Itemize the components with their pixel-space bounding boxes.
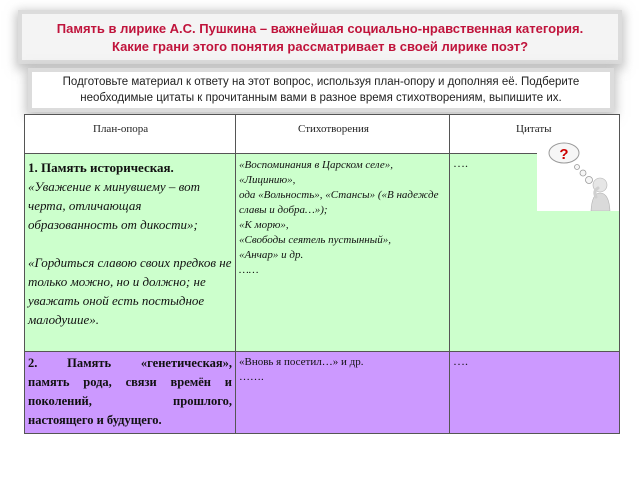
row2-poems: «Вновь я посетил…» и др. — [239, 356, 364, 368]
row1-poems-cell — [235, 153, 449, 351]
row1-quotes: …. — [453, 156, 468, 170]
header-plan: План-опора — [93, 123, 149, 135]
row2-plan-line-4: настоящего и будущего. — [28, 413, 162, 427]
task-line-2: необходимые цитаты к прочитанным вами в разное время стихотворениям, выпишите их. — [80, 92, 562, 104]
row2-poems-cell — [235, 351, 449, 433]
title-line-1: Память в лирике А.С. Пушкина – важнейшая социально-нравственная категория. — [56, 21, 584, 36]
row2-plan-line-3: поколений, прошлого, — [28, 394, 232, 408]
row1-plan-quote-1: «Уважение к минувшему – вот черта, отличающая образованность от дикости»; — [28, 179, 201, 232]
plan-table — [24, 114, 620, 434]
row1-poem-4: «К морю», — [239, 219, 289, 231]
row1-poem-dots: …… — [239, 264, 259, 276]
row1-plan-quote-2: «Гордиться славою своих предков не только можно, но и должно; не уважать оной есть постыдное малодушие». — [28, 255, 232, 327]
row2-plan-cell — [25, 351, 235, 433]
task-line-1: Подготовьте материал к ответу на этот вопрос, используя план-опору и дополняя её. Подберите — [62, 76, 580, 88]
row2-quotes-cell — [449, 351, 619, 433]
row2-plan-line-2: память рода, связи времён и — [28, 375, 232, 389]
header-poems: Стихотворения — [298, 123, 369, 135]
row1-poem-2: «Лицинию», — [239, 174, 296, 186]
task-banner — [32, 72, 610, 108]
header-plan-cell — [25, 115, 235, 153]
header-quotes: Цитаты — [516, 123, 552, 135]
row2-quotes: …. — [453, 354, 468, 368]
svg-text:?: ? — [559, 146, 569, 163]
row1-plan-heading: 1. Память историческая. — [28, 160, 174, 175]
title-line-2: Какие грани этого понятия рассматривает в своей лирике поэт? — [111, 39, 529, 54]
thinking-figure-icon — [537, 139, 619, 211]
row2-poems-dots: ……. — [239, 371, 264, 383]
row1-plan-cell — [25, 153, 235, 351]
row1-poem-3: ода «Вольность», «Стансы» («В надежде славы и добра…»); — [239, 189, 439, 216]
row1-poem-5: «Свободы сеятель пустынный», — [239, 234, 391, 246]
row1-poem-6: «Анчар» и др. — [239, 249, 304, 261]
title-banner — [22, 14, 618, 60]
header-poems-cell — [235, 115, 449, 153]
row1-poem-1: «Воспоминания в Царском селе», — [239, 159, 393, 171]
row2-plan-line-1: 2. Память «генетическая», — [28, 356, 232, 370]
